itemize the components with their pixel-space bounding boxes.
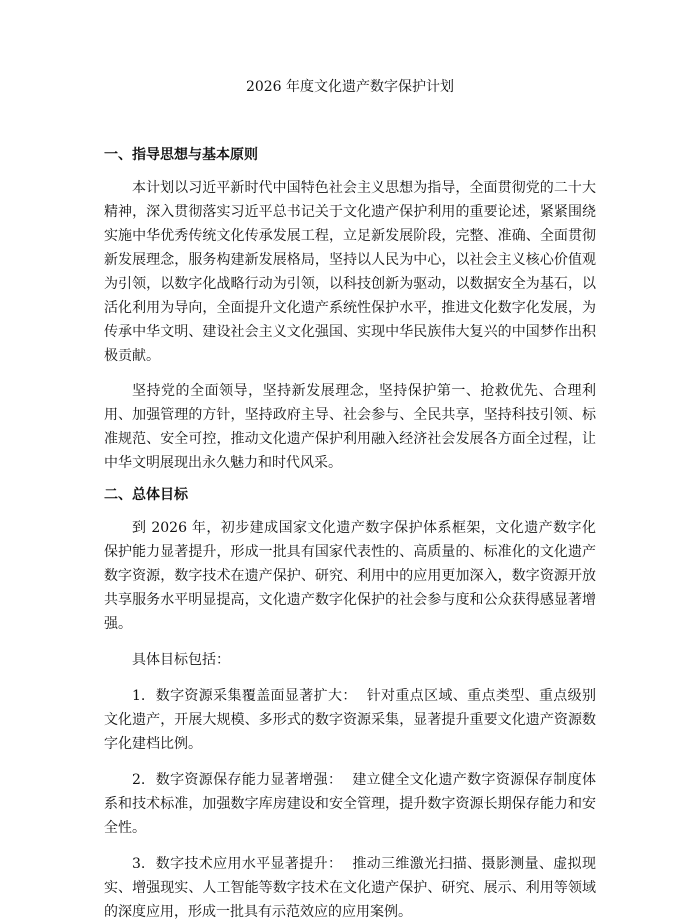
list-item-number: 1. bbox=[132, 688, 146, 704]
section-heading-guiding-principles: 一、指导思想与基本原则 bbox=[104, 147, 258, 163]
paragraph-specific-goals-intro: 具体目标包括： bbox=[132, 652, 230, 668]
list-item-text: 推动三维激光扫描、摄影测量、虚拟现实、增强现实、人工智能等数字技术在文化遗产保护、研究、展示、利用等领域的深度应用，形成一批具有示范效应的应用案例。 bbox=[104, 856, 597, 920]
list-item-number: 3. bbox=[132, 856, 146, 872]
list-item-label: 数字资源保存能力显著增强： bbox=[155, 772, 343, 788]
list-item-label: 数字资源采集覆盖面显著扩大： bbox=[155, 688, 357, 704]
list-item-goal-3 bbox=[104, 852, 596, 924]
list-item-goal-1 bbox=[104, 684, 596, 756]
list-item-number: 2. bbox=[132, 772, 146, 788]
list-item-label: 数字技术应用水平显著提升： bbox=[155, 856, 343, 872]
paragraph-overall-goal: 到 2026 年，初步建成国家文化遗产数字保护体系框架，文化遗产数字化保护能力显著提升，形成一批具有国家代表性的、高质量的、标准化的文化遗产数字资源，数字技术在遗产保护、研究、利用中的应用更加深入，数字资源开放共享服务水平明显提高，文化遗产数字化保护的社会参与度和公众获得感显著增强。 bbox=[104, 520, 596, 632]
list-item-text: 建立健全文化遗产数字资源保存制度体系和技术标准，加强数字库房建设和安全管理，提升数字资源长期保存能力和安全性。 bbox=[104, 772, 597, 836]
section-heading-overall-goals: 二、总体目标 bbox=[104, 487, 188, 503]
list-item-text: 针对重点区域、重点类型、重点级别文化遗产，开展大规模、多形式的数字资源采集，显著提升重要文化遗产资源数字化建档比例。 bbox=[104, 688, 597, 752]
list-item-goal-2 bbox=[104, 768, 596, 840]
paragraph-guiding-ideology: 本计划以习近平新时代中国特色社会主义思想为指导，全面贯彻党的二十大精神，深入贯彻落实习近平总书记关于文化遗产保护利用的重要论述，紧紧围绕实施中华优秀传统文化传承发展工程，立足新发展阶段，完整、准确、全面贯彻新发展理念，服务构建新发展格局，坚持以人民为中心，以社会主义核心价值观为引领，以数字化战略行动为引领，以科技创新为驱动，以数据安全为基石，以活化利用为导向，全面提升文化遗产系统性保护水平，推进文化数字化发展，为传承中华文明、建设社会主义文化强国、实现中华民族伟大复兴的中国梦作出积极贡献。 bbox=[104, 180, 596, 364]
paragraph-basic-principles: 坚持党的全面领导，坚持新发展理念，坚持保护第一、抢救优先、合理利用、加强管理的方针，坚持政府主导、社会参与、全民共享，坚持科技引领、标准规范、安全可控，推动文化遗产保护利用融入经济社会发展各方面全过程，让中华文明展现出永久魅力和时代风采。 bbox=[104, 383, 596, 471]
document-title: 2026 年度文化遗产数字保护计划 bbox=[245, 79, 455, 95]
